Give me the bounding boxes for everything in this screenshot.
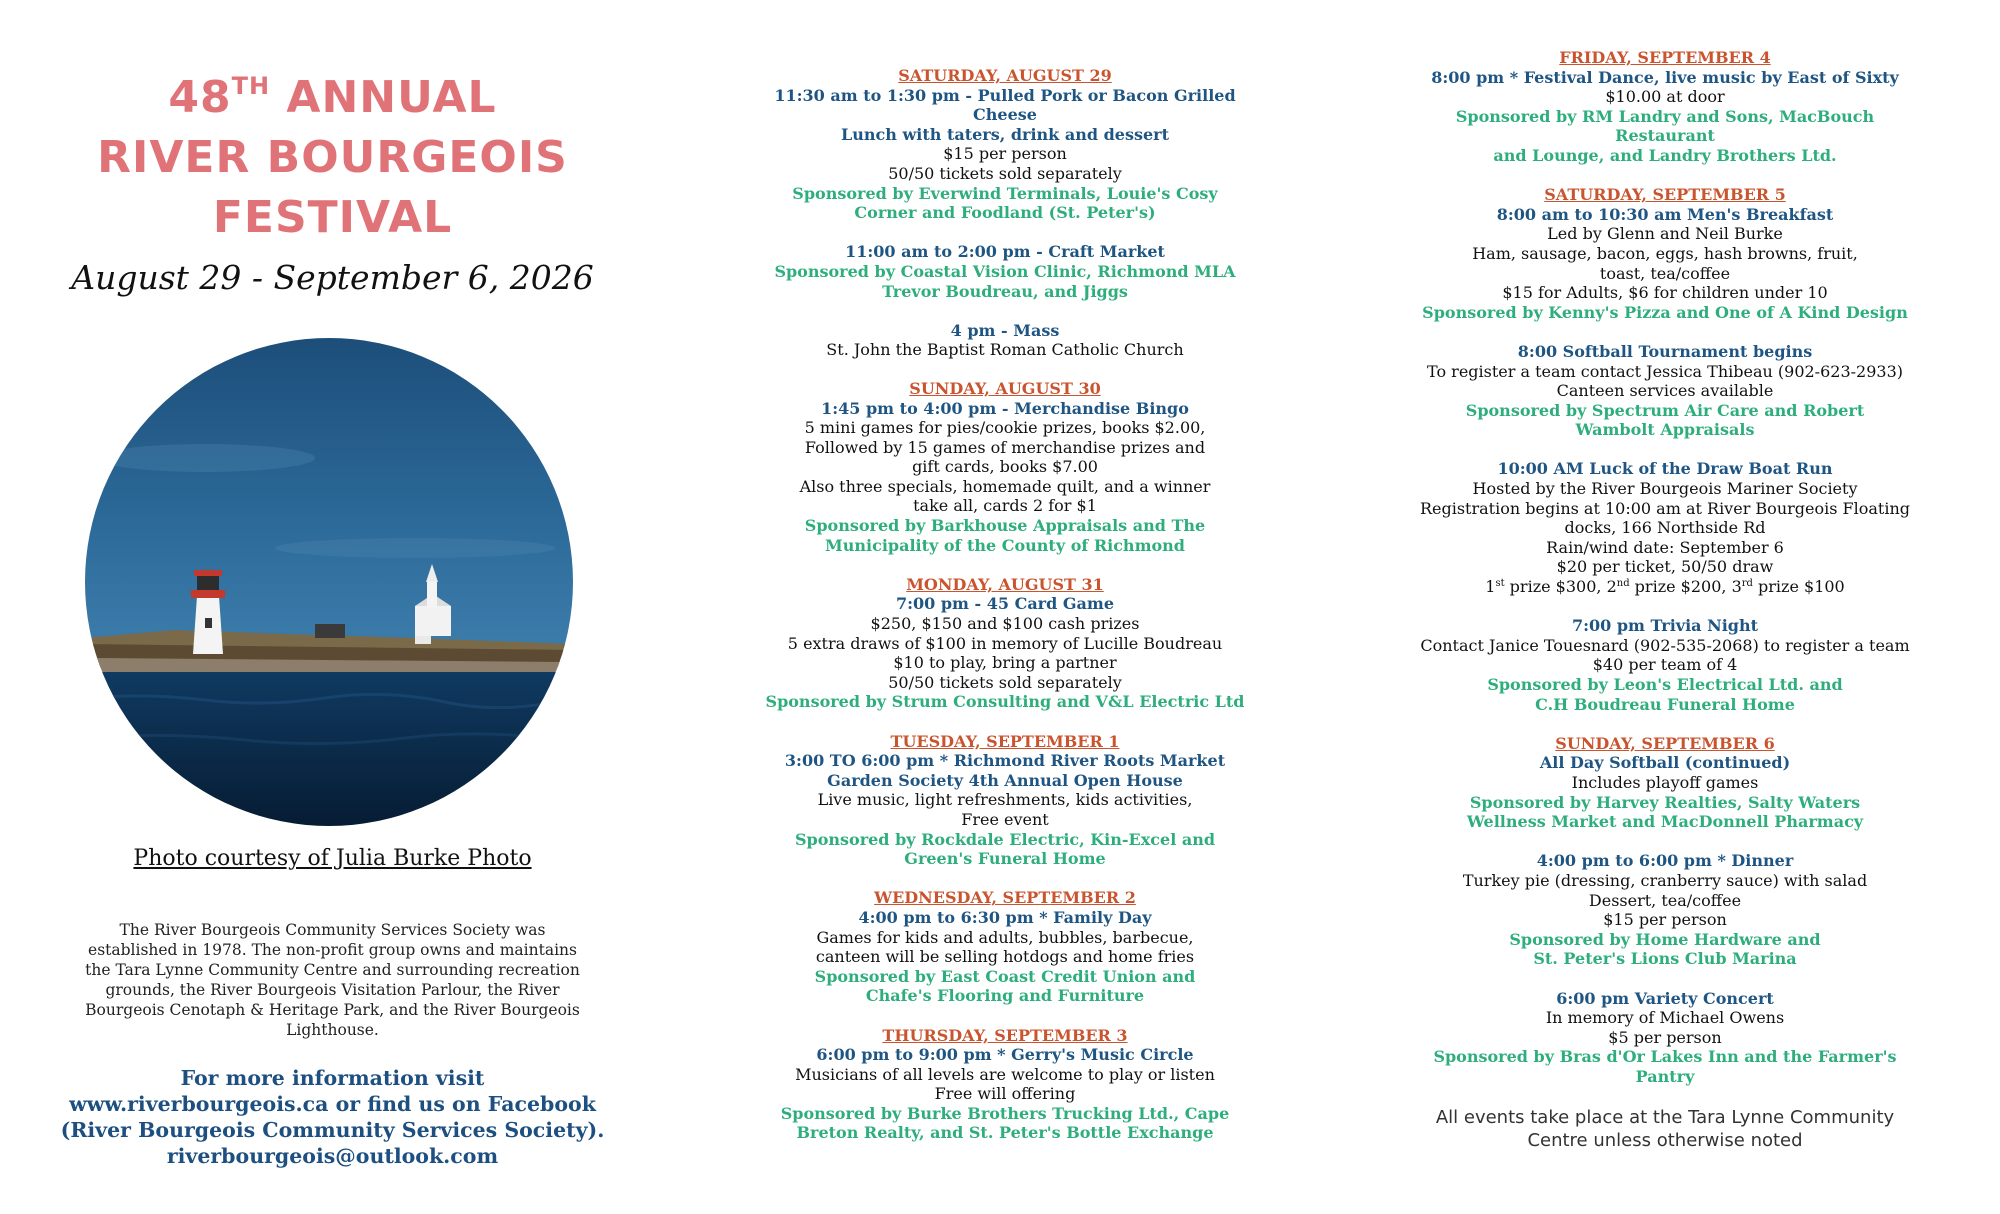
event-detail: $20 per ticket, 50/50 draw (1556, 557, 1774, 577)
event-title: 3:00 TO 6:00 pm * Richmond River Roots Market (784, 751, 1226, 771)
about-line: grounds, the River Bourgeois Visitation Parlour, the River (105, 981, 560, 999)
sponsor-line: Green's Funeral Home (904, 849, 1106, 869)
day-heading-wed-sep-2: WEDNESDAY, SEPTEMBER 2 (874, 888, 1136, 908)
event-detail: gift cards, books $7.00 (912, 457, 1098, 477)
more-info-line: For more information visit (180, 1066, 485, 1090)
event-detail: Free event (961, 809, 1049, 829)
day-heading-sun-sep-6: SUNDAY, SEPTEMBER 6 (1555, 733, 1775, 753)
event-detail: docks, 166 Northside Rd (1564, 518, 1766, 538)
event-detail: $250, $150 and $100 cash prizes (870, 614, 1140, 634)
sponsor-line: Sponsored by Burke Brothers Trucking Ltd., Cape (780, 1103, 1230, 1123)
event-detail: Hosted by the River Bourgeois Mariner Society (1472, 479, 1858, 499)
event-detail: $10.00 at door (1605, 87, 1725, 107)
event-detail: Led by Glenn and Neil Burke (1547, 224, 1783, 244)
sponsor-line: Sponsored by Everwind Terminals, Louie's Cosy (792, 183, 1218, 203)
prize-2-ordinal: nd (1616, 578, 1630, 590)
sponsor-line: Wellness Market and MacDonnell Pharmacy (1466, 812, 1864, 832)
schedule-column-1 (760, 66, 1250, 1143)
sponsor-line: Municipality of the County of Richmond (825, 535, 1185, 555)
event-detail: Contact Janice Touesnard (902-535-2068) to register a team (1420, 635, 1910, 655)
day-heading-thu-sep-3: THURSDAY, SEPTEMBER 3 (882, 1025, 1128, 1045)
about-line: Bourgeois Cenotaph & Heritage Park, and the River Bourgeois (85, 1001, 580, 1019)
venue-note (1410, 1106, 1920, 1152)
title-line2: RIVER BOURGEOIS (97, 132, 568, 183)
event-title: 11:00 am to 2:00 pm - Craft Market (845, 242, 1165, 262)
day-heading-tue-sep-1: TUESDAY, SEPTEMBER 1 (890, 731, 1120, 751)
event-detail: $15 for Adults, $6 for children under 10 (1502, 283, 1828, 303)
event-detail: Registration begins at 10:00 am at River Bourgeois Floating (1419, 498, 1911, 518)
event-title: 10:00 AM Luck of the Draw Boat Run (1497, 459, 1833, 479)
event-detail: 5 mini games for pies/cookie prizes, books $2.00, (804, 418, 1206, 438)
day-heading-sat-aug-29: SATURDAY, AUGUST 29 (898, 66, 1112, 85)
sponsor-line: Trevor Boudreau, and Jiggs (882, 281, 1128, 301)
prize-1-ordinal: st (1495, 578, 1505, 590)
website-link[interactable]: www.riverbourgeois.ca or find us on Facebook (69, 1092, 596, 1116)
day-heading-fri-sep-4: FRIDAY, SEPTEMBER 4 (1559, 48, 1771, 67)
event-title: 4:00 pm to 6:30 pm * Family Day (858, 907, 1152, 927)
event-title: 8:00 pm * Festival Dance, live music by East of Sixty (1431, 67, 1899, 87)
sponsor-line: and Lounge, and Landry Brothers Ltd. (1493, 145, 1837, 165)
event-detail: 5 extra draws of $100 in memory of Lucille Boudreau (787, 633, 1223, 653)
title-suffix: TH (231, 72, 271, 100)
event-detail: $15 per person (1603, 910, 1727, 930)
event-title: 8:00 Softball Tournament begins (1517, 341, 1813, 361)
sponsor-line: Sponsored by East Coast Credit Union and (814, 966, 1196, 986)
event-detail: Includes playoff games (1571, 772, 1759, 792)
event-title: Lunch with taters, drink and dessert (841, 124, 1169, 144)
title-line3: FESTIVAL (212, 192, 453, 243)
sponsor-line: C.H Boudreau Funeral Home (1535, 694, 1795, 714)
event-title: Garden Society 4th Annual Open House (827, 770, 1183, 790)
prize-2-text: prize $200, 3 (1629, 577, 1742, 597)
lighthouse-photo (85, 338, 573, 826)
event-detail: Followed by 15 games of merchandise prizes and (804, 437, 1206, 457)
event-detail: Ham, sausage, bacon, eggs, hash browns, fruit, (1472, 243, 1858, 263)
sponsor-line: Sponsored by Kenny's Pizza and One of A Kind Design (1422, 302, 1908, 322)
event-title: 11:30 am to 1:30 pm - Pulled Pork or Bacon Grilled Cheese (774, 85, 1236, 125)
sponsor-line: Chafe's Flooring and Furniture (865, 986, 1145, 1006)
about-society (70, 920, 595, 1040)
sponsor-line: Sponsored by Bras d'Or Lakes Inn and the Farmer's Pantry (1433, 1047, 1897, 1086)
about-line: Lighthouse. (286, 1021, 379, 1039)
event-detail: take all, cards 2 for $1 (913, 496, 1097, 516)
event-detail: Games for kids and adults, bubbles, barbecue, (816, 927, 1194, 947)
lighthouse-photo-image (85, 338, 573, 826)
event-detail: Canteen services available (1556, 381, 1774, 401)
prize-3-text: prize $100 (1752, 577, 1845, 597)
festival-title (0, 68, 665, 248)
facebook-page[interactable]: (River Bourgeois Community Services Society). (60, 1118, 605, 1142)
about-line: The River Bourgeois Community Services Society was (119, 921, 546, 939)
prize-1-num: 1 (1485, 577, 1496, 597)
event-detail: To register a team contact Jessica Thibeau (902-623-2933) (1427, 361, 1903, 381)
email-link[interactable]: riverbourgeois@outlook.com (166, 1144, 499, 1168)
event-detail: Rain/wind date: September 6 (1546, 537, 1784, 557)
prize-line (1410, 577, 1920, 597)
sponsor-line: Wambolt Appraisals (1575, 420, 1755, 440)
day-heading-sun-aug-30: SUNDAY, AUGUST 30 (909, 378, 1101, 398)
event-title: 7:00 pm Trivia Night (1571, 616, 1759, 636)
sponsor-line: Sponsored by Spectrum Air Care and Robert (1465, 400, 1865, 420)
day-heading-sat-sep-5: SATURDAY, SEPTEMBER 5 (1544, 185, 1786, 205)
title-number: 48 (168, 72, 232, 123)
sponsor-line: Sponsored by Rockdale Electric, Kin-Excel and (794, 829, 1216, 849)
event-detail: Turkey pie (dressing, cranberry sauce) with salad (1462, 870, 1868, 890)
more-info (50, 1065, 615, 1169)
event-title: 4:00 pm to 6:00 pm * Dinner (1536, 851, 1794, 871)
event-title: 4 pm - Mass (950, 320, 1060, 340)
sponsor-line: Sponsored by Harvey Realties, Salty Waters (1469, 792, 1861, 812)
photo-credit: Photo courtesy of Julia Burke Photo (133, 846, 532, 871)
festival-dates: August 29 - September 6, 2026 (71, 258, 594, 297)
prize-3-ordinal: rd (1741, 578, 1753, 590)
venue-note-line: All events take place at the Tara Lynne Community (1435, 1107, 1895, 1128)
about-line: established in 1978. The non-profit group owns and maintains (88, 941, 577, 959)
event-title: 6:00 pm to 9:00 pm * Gerry's Music Circle (816, 1045, 1194, 1065)
sponsor-line: Corner and Foodland (St. Peter's) (854, 203, 1156, 223)
prize-1-text: prize $300, 2 (1504, 577, 1617, 597)
event-title: 6:00 pm Variety Concert (1556, 988, 1774, 1008)
about-line: the Tara Lynne Community Centre and surrounding recreation (85, 961, 580, 979)
event-detail: $15 per person (943, 144, 1067, 164)
sponsor-line: Breton Realty, and St. Peter's Bottle Exchange (796, 1123, 1214, 1143)
venue-note-line: Centre unless otherwise noted (1527, 1130, 1803, 1151)
event-detail: St. John the Baptist Roman Catholic Church (826, 340, 1184, 360)
event-title: 8:00 am to 10:30 am Men's Breakfast (1496, 204, 1834, 224)
event-detail: $5 per person (1608, 1027, 1722, 1047)
event-detail: 50/50 tickets sold separately (888, 672, 1122, 692)
event-detail: Also three specials, homemade quilt, and a winner (799, 476, 1211, 496)
event-title: All Day Softball (continued) (1539, 753, 1791, 773)
sponsor-line: St. Peter's Lions Club Marina (1533, 949, 1797, 969)
event-title: 1:45 pm to 4:00 pm - Merchandise Bingo (821, 398, 1189, 418)
event-detail: Live music, light refreshments, kids activities, (817, 790, 1193, 810)
event-detail: canteen will be selling hotdogs and home fries (815, 947, 1195, 967)
event-detail: 50/50 tickets sold separately (888, 163, 1122, 183)
event-detail: $10 to play, bring a partner (893, 653, 1117, 673)
event-detail: toast, tea/coffee (1599, 263, 1731, 283)
event-detail: Dessert, tea/coffee (1588, 890, 1742, 910)
event-detail: Musicians of all levels are welcome to play or listen (795, 1064, 1215, 1084)
event-detail: In memory of Michael Owens (1545, 1008, 1785, 1028)
sponsor-line: Sponsored by Leon's Electrical Ltd. and (1487, 675, 1843, 694)
event-title: 7:00 pm - 45 Card Game (895, 594, 1115, 614)
event-detail: Free will offering (934, 1084, 1076, 1104)
sponsor-line: Sponsored by RM Landry and Sons, MacBouch Restaurant (1455, 106, 1875, 146)
event-detail: $40 per team of 4 (1592, 655, 1738, 675)
sponsor-line: Sponsored by Home Hardware and (1509, 929, 1821, 949)
sponsor-line: Sponsored by Strum Consulting and V&L Electric Ltd (765, 692, 1245, 712)
sponsor-line: Sponsored by Coastal Vision Clinic, Richmond MLA (774, 261, 1236, 281)
day-heading-mon-aug-31: MONDAY, AUGUST 31 (906, 574, 1104, 594)
schedule-column-2 (1410, 48, 1920, 1086)
sponsor-line: Sponsored by Barkhouse Appraisals and The (804, 516, 1206, 536)
title-word: ANNUAL (286, 72, 497, 123)
